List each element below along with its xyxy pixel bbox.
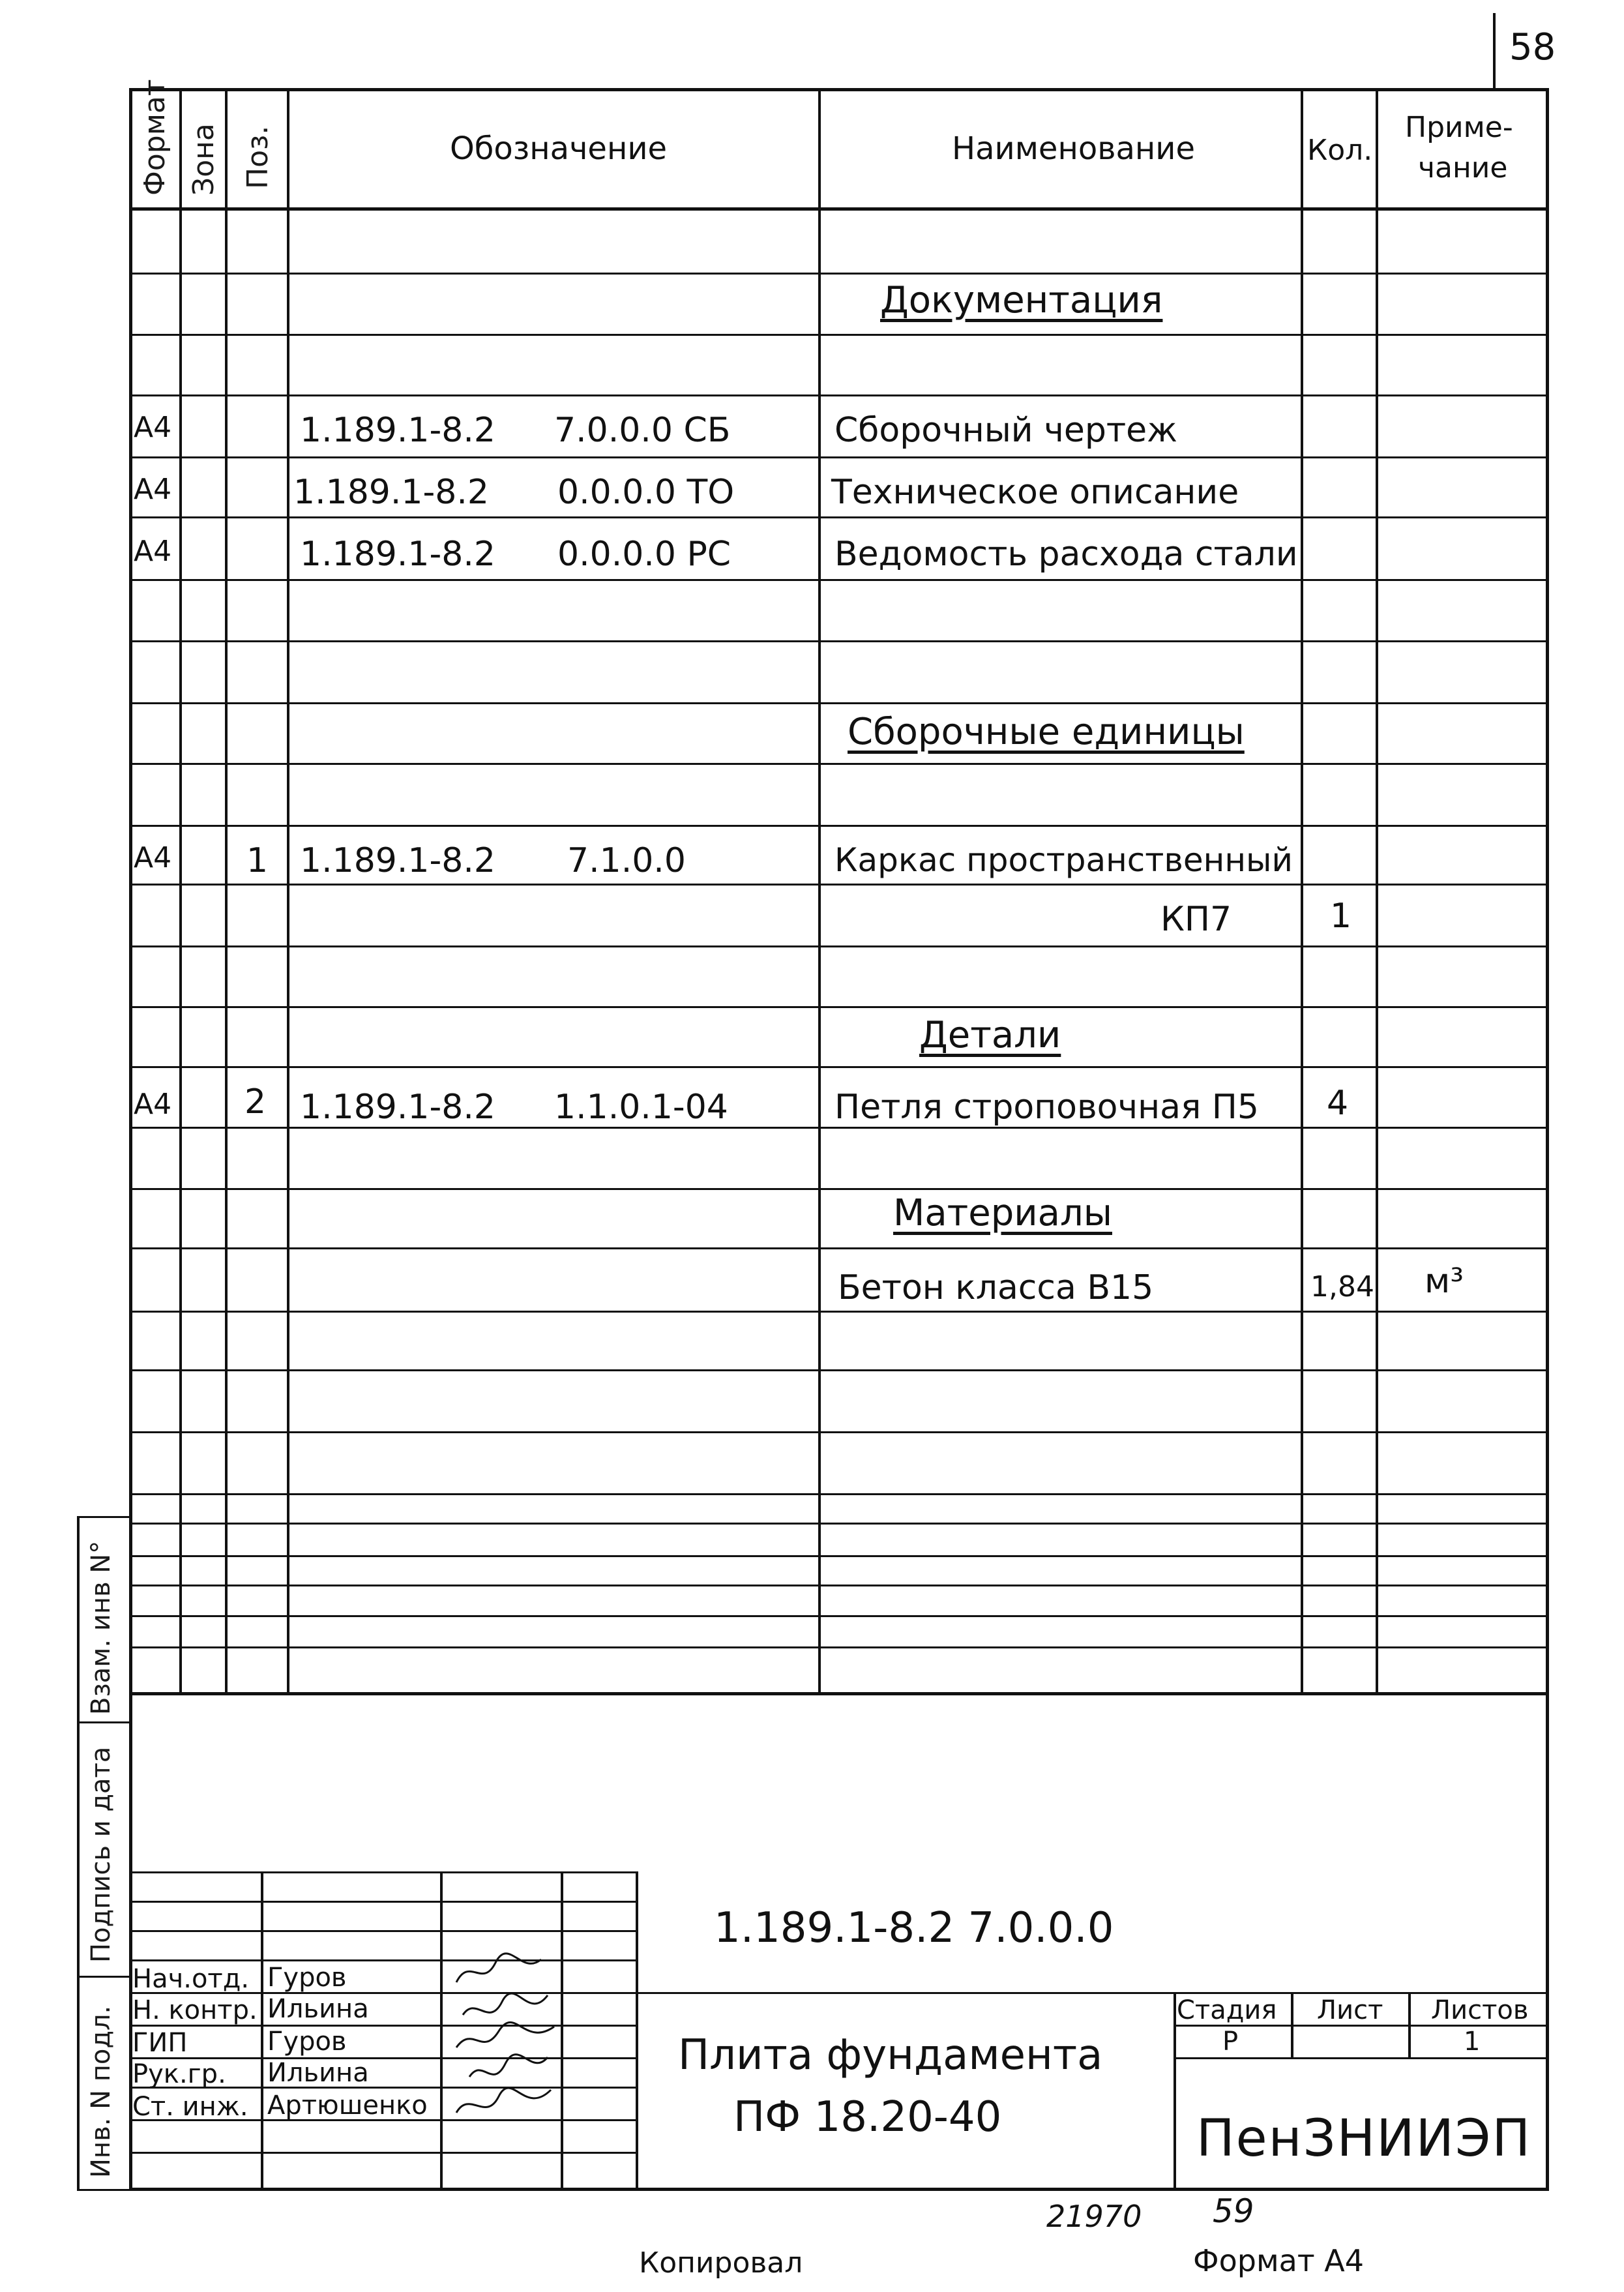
- row-line: [129, 1523, 1549, 1525]
- row-name: Ведомость расхода стали: [834, 535, 1298, 574]
- staff-role: Ст. инж.: [132, 2092, 248, 2122]
- col-line-zone: [179, 88, 182, 1692]
- section-assembly-units: Сборочные единицы: [848, 711, 1245, 753]
- tb-stage-label: Стадия: [1177, 1995, 1277, 2025]
- signatures-image: [443, 1950, 561, 2191]
- row-line: [129, 1127, 1549, 1129]
- side-strip-bottom: [77, 2189, 129, 2191]
- row-line: [129, 394, 1549, 396]
- tb-title-2: ПФ 18.20-40: [733, 2093, 1002, 2141]
- row-line: [129, 1311, 1549, 1313]
- row-code2: 0.0.0.0 ТО: [557, 473, 735, 512]
- row-line: [129, 640, 1549, 642]
- side-label-vzam-inv: Взам. инв N°: [86, 1540, 116, 1715]
- col-line-qty: [1301, 88, 1303, 1692]
- row-qty: 4: [1327, 1084, 1349, 1123]
- row-line: [129, 1615, 1549, 1617]
- row-qty: 1: [1330, 897, 1352, 936]
- page-number-divider: [1493, 13, 1496, 88]
- row-line: [129, 1555, 1549, 1557]
- signature-stroke: [456, 1954, 541, 1982]
- row-code2: 7.0.0.0 СБ: [554, 411, 731, 450]
- staff-role: Нач.отд.: [132, 1964, 250, 1994]
- header-zone: Зона: [187, 123, 220, 196]
- row-format: А4: [134, 473, 172, 506]
- staff-name: Ильина: [267, 1994, 369, 2024]
- row-pos: 2: [244, 1082, 267, 1122]
- header-note-2: чание: [1418, 151, 1508, 185]
- drawing-frame: [129, 88, 1549, 2191]
- staff-name: Артюшенко: [267, 2091, 428, 2121]
- side-strip-outer: [77, 1516, 80, 2191]
- side-label-inv-sub: Инв. N подл.: [86, 2005, 116, 2178]
- tb-organization: ПенЗНИИЭП: [1196, 2109, 1532, 2168]
- section-materials: Материалы: [893, 1192, 1112, 1234]
- staff-name: Ильина: [267, 2058, 369, 2088]
- row-pos: 1: [246, 841, 269, 880]
- staff-name: Гуров: [267, 1963, 347, 1993]
- row-code: 1.189.1-8.2: [300, 1088, 495, 1127]
- tb-stage-col: [1174, 1992, 1176, 2191]
- row-code: 1.189.1-8.2: [300, 535, 495, 574]
- row-line: [129, 1585, 1549, 1586]
- row-name: Техническое описание: [831, 473, 1239, 512]
- col-line-pos: [225, 88, 228, 1692]
- row-format: А4: [134, 1088, 172, 1121]
- col-line-code: [287, 88, 289, 1692]
- row-note: м³: [1425, 1262, 1464, 1301]
- row-line: [129, 702, 1549, 704]
- row-line: [129, 579, 1549, 581]
- staff-name: Гуров: [267, 2027, 347, 2057]
- tb-col: [440, 1871, 443, 2191]
- tb-sheet-label: Лист: [1317, 1995, 1383, 2025]
- row-code: 1.189.1-8.2: [300, 841, 495, 880]
- row-code2: 0.0.0.0 РС: [557, 535, 731, 574]
- row-name: Сборочный чертеж: [834, 411, 1177, 450]
- row-line: [129, 945, 1549, 947]
- header-name: Наименование: [952, 130, 1196, 167]
- row-line: [129, 763, 1549, 765]
- tb-stage-line: [1174, 2057, 1549, 2059]
- header-format: Формат: [138, 79, 171, 196]
- row-line: [129, 1646, 1549, 1648]
- header-qty: Кол.: [1307, 134, 1373, 167]
- tb-designation: 1.189.1-8.2 7.0.0.0: [714, 1904, 1114, 1952]
- row-name-2: КП7: [1160, 900, 1232, 939]
- tb-sheets-value: 1: [1464, 2027, 1481, 2057]
- side-strip-top: [77, 1516, 129, 1518]
- tb-col: [636, 1871, 638, 2191]
- side-strip-divider: [77, 1976, 129, 1978]
- row-format: А4: [134, 535, 172, 568]
- row-name: Бетон класса В15: [838, 1268, 1154, 1307]
- row-line: [129, 1066, 1549, 1068]
- staff-role: Рук.гр.: [132, 2059, 226, 2089]
- footer-number-1: 21970: [1046, 2199, 1142, 2234]
- row-line: [129, 273, 1549, 275]
- table-bottom-line: [129, 1692, 1549, 1695]
- header-pos: Поз.: [241, 125, 274, 189]
- row-line: [129, 516, 1549, 518]
- section-details: Детали: [919, 1014, 1061, 1056]
- signature-stroke: [456, 2088, 551, 2113]
- signature-stroke: [469, 2055, 548, 2077]
- side-label-sign-date: Подпись и дата: [86, 1746, 116, 1963]
- row-line: [129, 1006, 1549, 1008]
- staff-role: Н. контр.: [132, 1995, 258, 2025]
- footer-number-2: 59: [1213, 2192, 1254, 2230]
- page-number: 58: [1509, 26, 1556, 68]
- staff-role: ГИП: [132, 2028, 188, 2058]
- row-name: Петля строповочная П5: [834, 1088, 1259, 1127]
- footer-format: Формат А4: [1193, 2243, 1364, 2278]
- row-line: [129, 456, 1549, 458]
- row-line: [129, 1493, 1549, 1495]
- row-qty: 1,84: [1310, 1270, 1374, 1303]
- header-note-1: Приме-: [1405, 111, 1513, 144]
- section-documentation: Документация: [880, 279, 1163, 321]
- row-code2: 1.1.0.1-04: [554, 1088, 728, 1127]
- row-line: [129, 334, 1549, 336]
- row-line: [129, 1247, 1549, 1249]
- row-code: 1.189.1-8.2: [293, 473, 489, 512]
- side-strip-divider: [77, 1721, 129, 1723]
- col-line-note: [1376, 88, 1378, 1692]
- signature-stroke: [456, 2023, 554, 2047]
- row-code2: 7.1.0.0: [567, 841, 686, 880]
- signature-stroke: [463, 1993, 548, 2015]
- tb-col: [261, 1871, 263, 2191]
- header-designation: Обозначение: [450, 130, 668, 167]
- row-format: А4: [134, 841, 172, 874]
- row-line: [129, 1369, 1549, 1371]
- row-format: А4: [134, 411, 172, 444]
- row-line: [129, 825, 1549, 827]
- footer-copied: Копировал: [639, 2246, 803, 2280]
- row-line: [129, 884, 1549, 886]
- row-line: [129, 1431, 1549, 1433]
- row-line: [129, 1188, 1549, 1190]
- header-line: [129, 207, 1549, 211]
- row-name: Каркас пространственный: [834, 841, 1293, 879]
- col-line-name: [818, 88, 821, 1692]
- tb-title-1: Плита фундамента: [678, 2031, 1103, 2079]
- row-code: 1.189.1-8.2: [300, 411, 495, 450]
- tb-sheets-label: Листов: [1431, 1995, 1529, 2025]
- tb-stage-value: Р: [1222, 2027, 1239, 2057]
- tb-col: [561, 1871, 563, 2191]
